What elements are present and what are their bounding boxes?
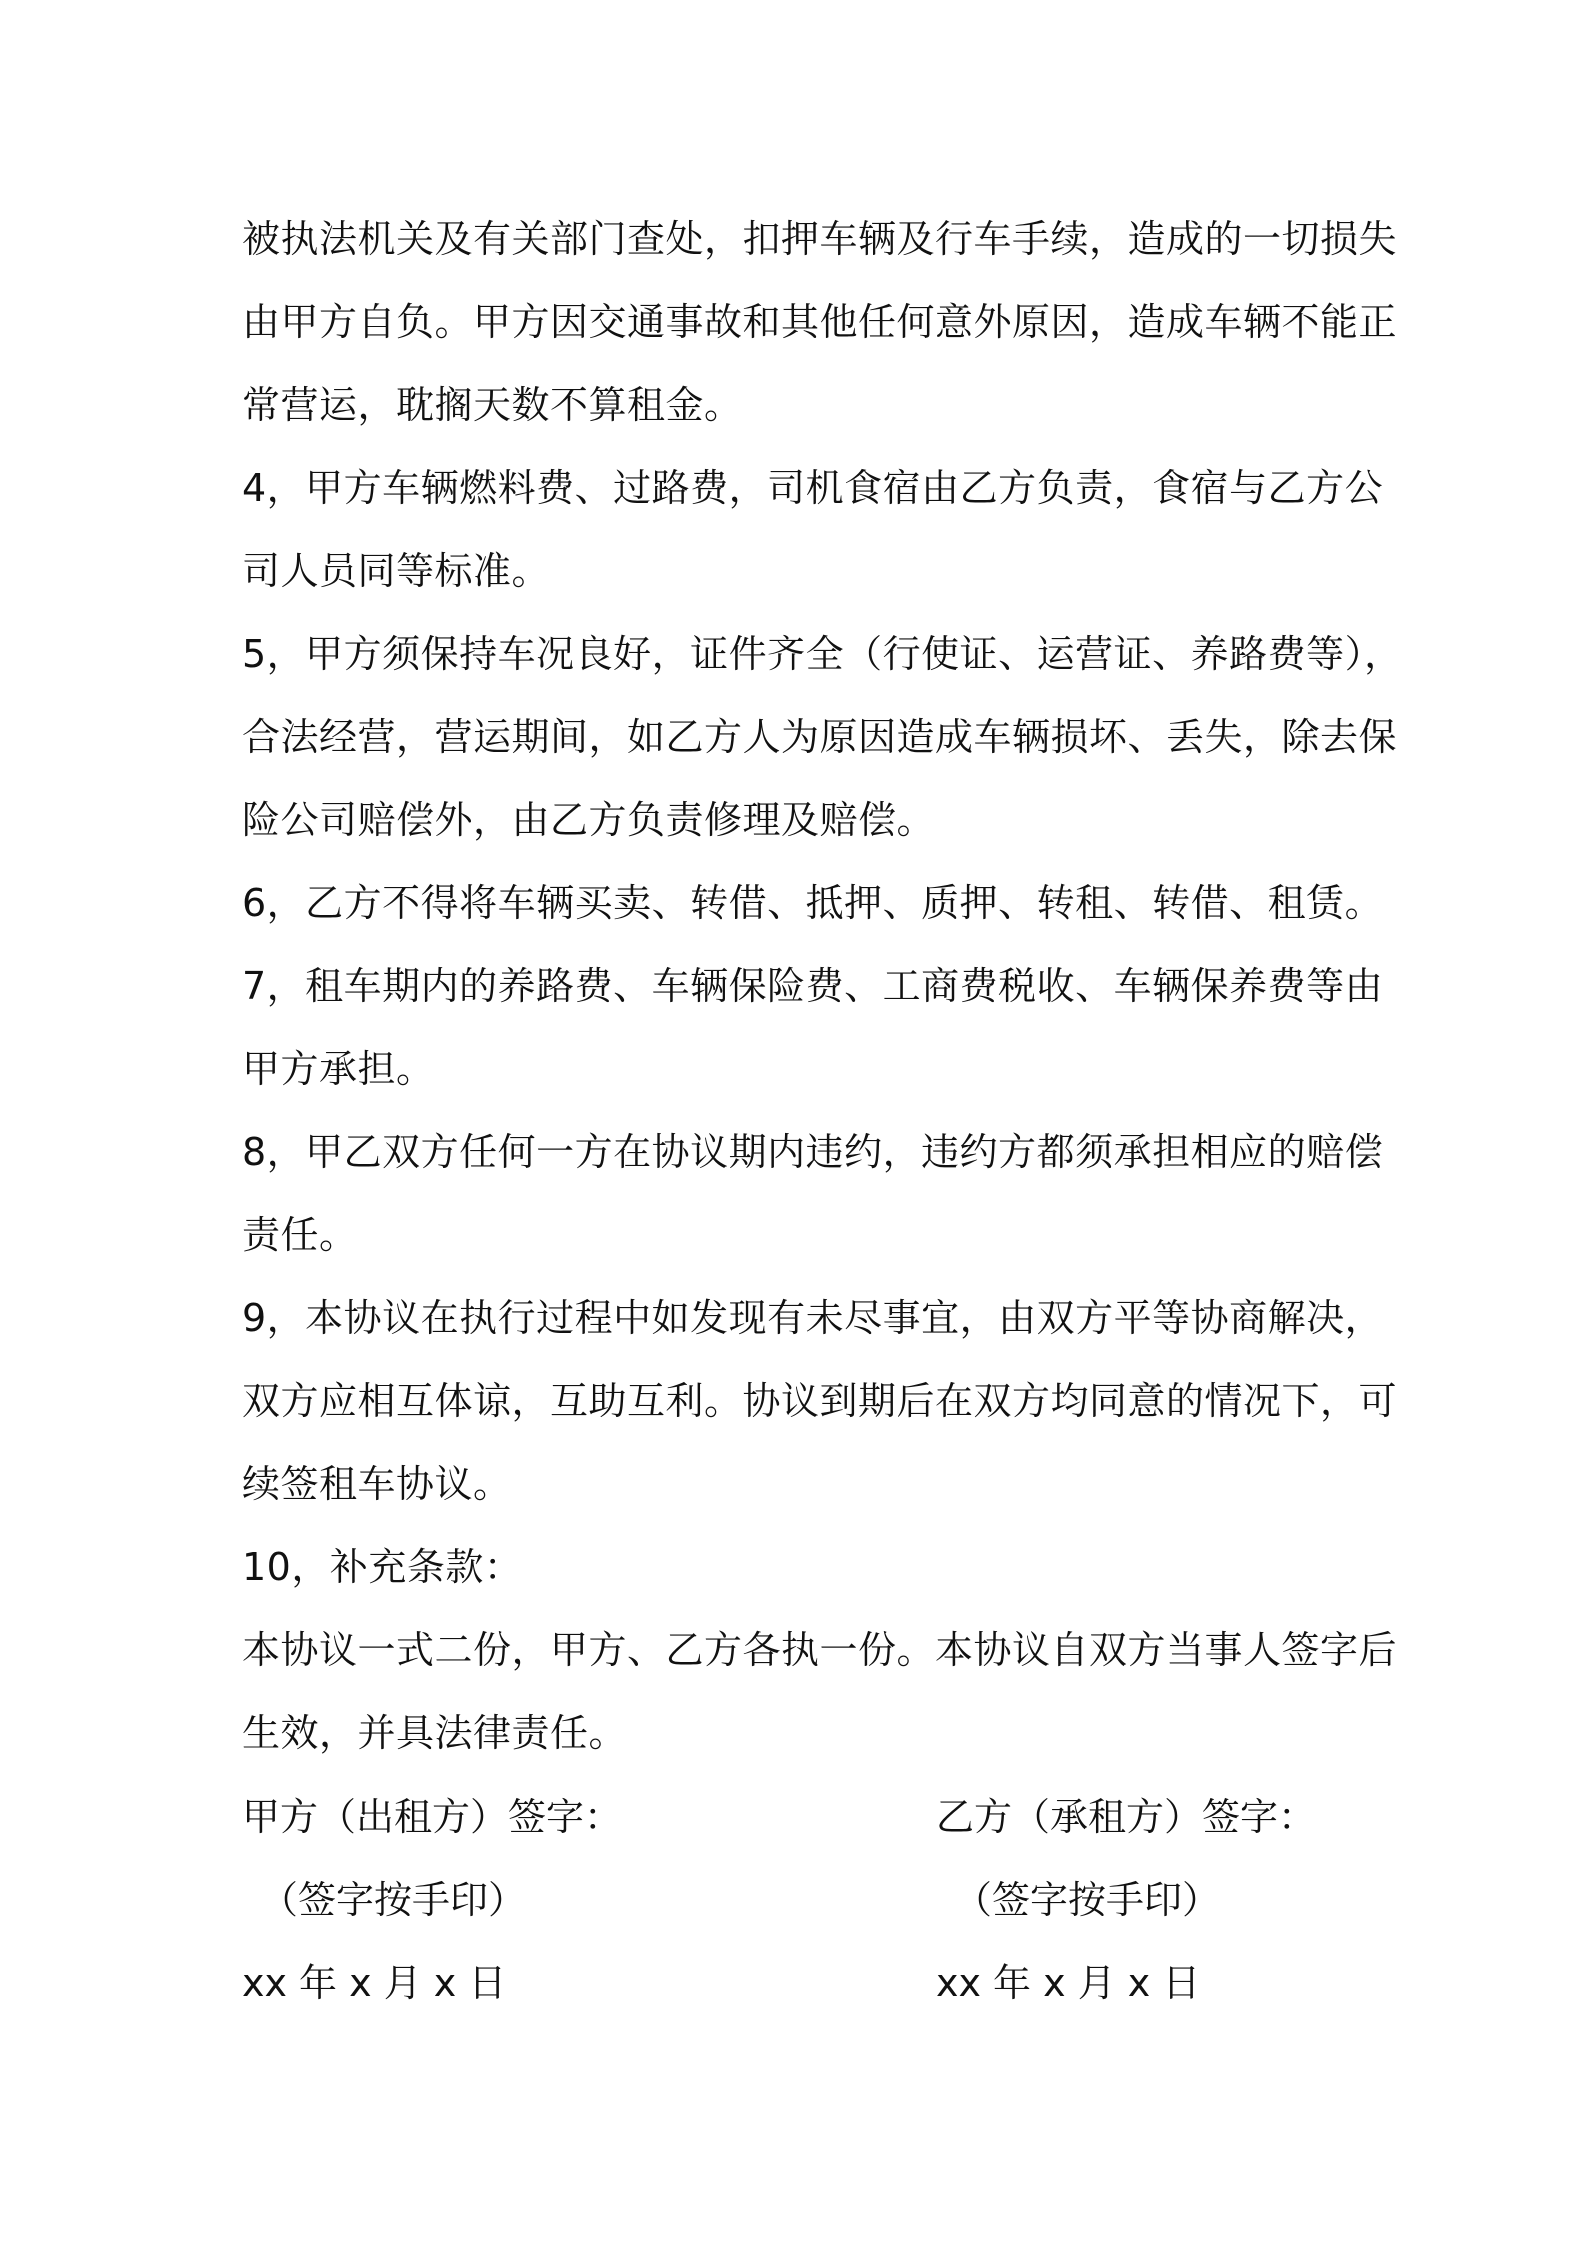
clause-line: 常营运，耽搁天数不算租金。 — [242, 383, 743, 427]
party-a-signature-note: （签字按手印） — [260, 1878, 527, 1922]
clause-line: 10，补充条款： — [242, 1545, 523, 1589]
clause-line: 本协议一式二份，甲方、乙方各执一份。本协议自双方当事人签字后 — [242, 1628, 1398, 1672]
clause-line: 6，乙方不得将车辆买卖、转借、抵押、质押、转租、转借、租赁。 — [242, 881, 1384, 925]
clause-line: 5，甲方须保持车况良好，证件齐全（行使证、运营证、养路费等）， — [242, 632, 1403, 676]
party-b-signature-label: 乙方（承租方）签字： — [936, 1795, 1317, 1839]
signature-label-row — [242, 1776, 1362, 1859]
clause-line: 双方应相互体谅，互助互利。协议到期后在双方均同意的情况下，可 — [242, 1379, 1398, 1423]
signature-date-row — [242, 1942, 1362, 2025]
clause-line: 8，甲乙双方任何一方在协议期内违约，违约方都须承担相应的赔偿 — [242, 1130, 1384, 1174]
clause-line: 生效，并具法律责任。 — [242, 1711, 628, 1755]
clause-line: 险公司赔偿外，由乙方负责修理及赔偿。 — [242, 798, 936, 842]
clause-line: 7，租车期内的养路费、车辆保险费、工商费税收、车辆保养费等由 — [242, 964, 1384, 1008]
clause-line: 4，甲方车辆燃料费、过路费，司机食宿由乙方负责，食宿与乙方公 — [242, 466, 1384, 510]
clause-line: 合法经营，营运期间，如乙方人为原因造成车辆损坏、丢失，除去保 — [242, 715, 1398, 759]
clause-line: 司人员同等标准。 — [242, 549, 551, 593]
signature-block — [242, 1776, 1362, 2025]
clause-line: 续签租车协议。 — [242, 1462, 512, 1506]
clause-line: 责任。 — [242, 1213, 358, 1257]
signature-note-row — [242, 1859, 1362, 1942]
agreement-clauses — [242, 198, 1403, 1775]
clause-line: 甲方承担。 — [242, 1047, 435, 1091]
clause-line: 由甲方自负。甲方因交通事故和其他任何意外原因，造成车辆不能正 — [242, 300, 1398, 344]
clause-line: 被执法机关及有关部门查处，扣押车辆及行车手续，造成的一切损失 — [242, 217, 1398, 261]
party-a-date: xx 年 x 月 x 日 — [242, 1961, 507, 2005]
party-b-date: xx 年 x 月 x 日 — [936, 1961, 1201, 2005]
party-a-signature-label: 甲方（出租方）签字： — [242, 1795, 623, 1839]
party-b-signature-note: （签字按手印） — [954, 1878, 1221, 1922]
clause-line: 9，本协议在执行过程中如发现有未尽事宜，由双方平等协商解决， — [242, 1296, 1384, 1340]
